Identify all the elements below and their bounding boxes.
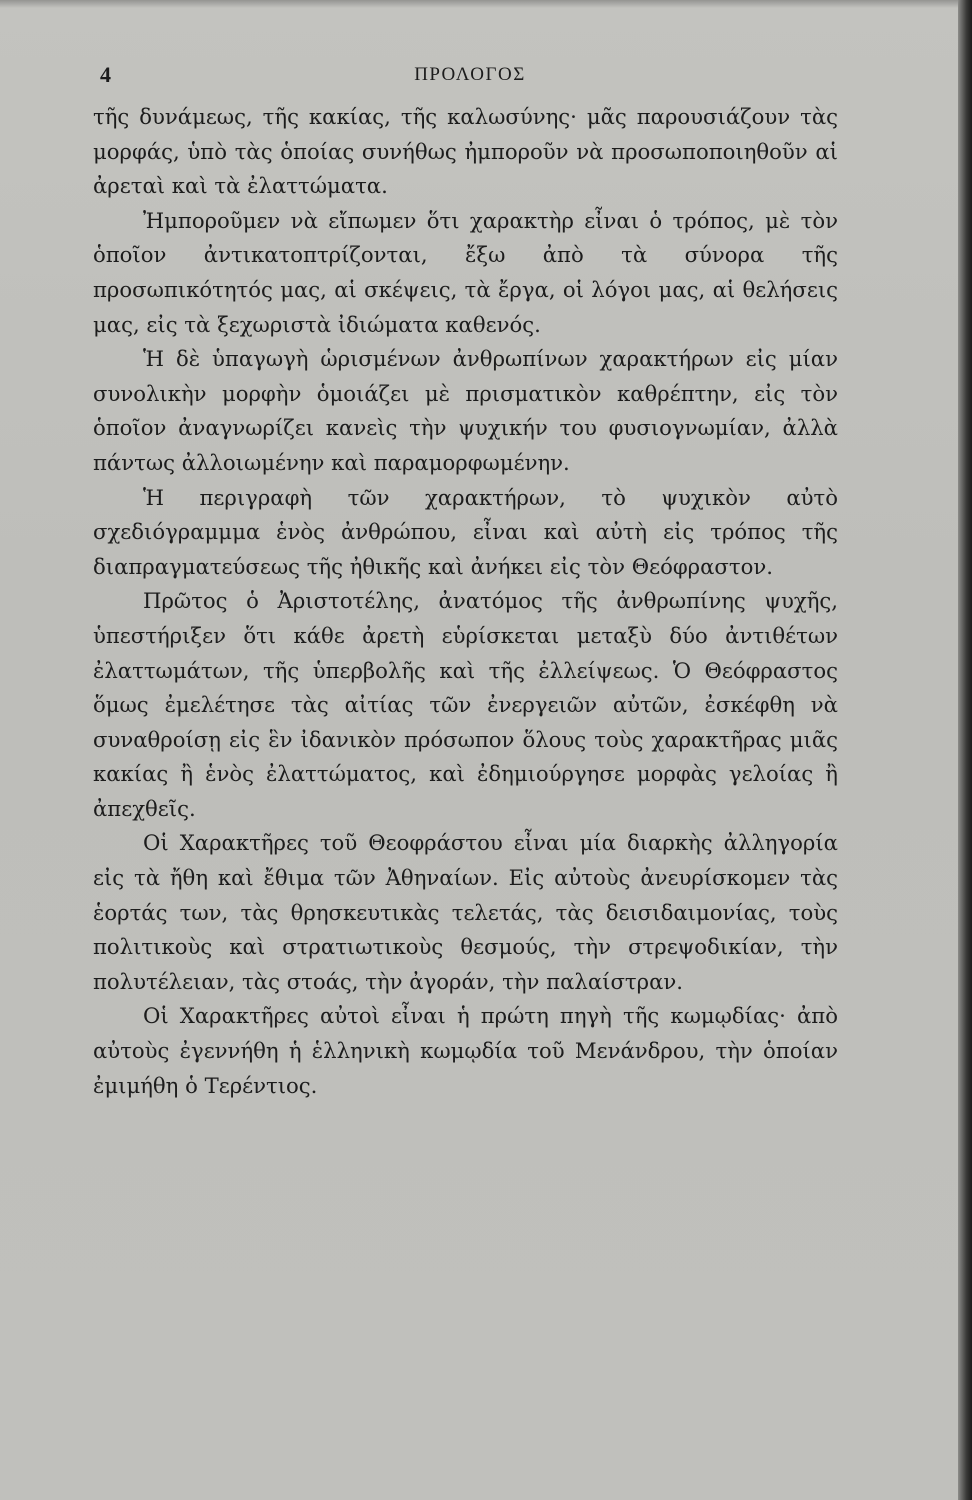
page-header xyxy=(100,62,840,96)
scan-top-shadow xyxy=(0,0,972,8)
page-edge-shadow xyxy=(958,0,972,1500)
paragraph: Οἱ Χαρακτῆρες τοῦ Θεοφράστου εἶναι μία διαρκὴς ἀλληγορία εἰς τὰ ἤθη καὶ ἔθιμα τῶν Ἀθηναίων. Εἰς αὐτοὺς ἀνευρίσκομεν τὰς ἑορτάς των, τὰς θρησκευτικὰς τελετάς, τὰς δεισιδαιμονίας, τοὺς πολιτικοὺς καὶ στρατιωτικοὺς θεσμούς, τὴν στρεψοδικίαν, τὴν πολυτέλειαν, τὰς στοάς, τὴν ἀγοράν, τὴν παλαίστραν. xyxy=(93,830,838,994)
paragraph: Οἱ Χαρακτῆρες αὐτοὶ εἶναι ἡ πρώτη πηγὴ τῆς κωμῳδίας· ἀπὸ αὐτοὺς ἐγεννήθη ἡ ἑλληνικὴ κωμῳδία τοῦ Μενάνδρου, τὴν ὁποίαν ἐμιμήθη ὁ Τερέντιος. xyxy=(93,1003,838,1098)
running-head: ΠΡΟΛΟΓΟΣ xyxy=(414,64,526,85)
paragraph: Ἡ περιγραφὴ τῶν χαρακτήρων, τὸ ψυχικὸν αὐτὸ σχεδιόγραμμμα ἑνὸς ἀνθρώπου, εἶναι καὶ αὐτὴ εἰς τρόπος τῆς διαπραγματεύσεως τῆς ἠθικῆς καὶ ἀνήκει εἰς τὸν Θεόφραστον. xyxy=(93,484,838,579)
body-text xyxy=(93,100,838,1103)
paragraph: Πρῶτος ὁ Ἀριστοτέλης, ἀνατόμος τῆς ἀνθρωπίνης ψυχῆς, ὑπεστήριξεν ὅτι κάθε ἀρετὴ εὑρίσκεται μεταξὺ δύο ἀντιθέτων ἐλαττωμάτων, τῆς ὑπερβολῆς καὶ τῆς ἐλλείψεως. Ὁ Θεόφραστος ὅμως ἐμελέτησε τὰς αἰτίας τῶν ἐνεργειῶν αὐτῶν, ἐσκέφθη νὰ συναθροίσῃ εἰς ἓν ἰδανικὸν πρόσωπον ὅλους τοὺς χαρακτῆρας μιᾶς κακίας ἢ ἑνὸς ἐλαττώματος, καὶ ἐδημιούργησε μορφὰς γελοίας ἢ ἀπεχθεῖς. xyxy=(93,588,838,821)
page-number: 4 xyxy=(100,62,111,87)
paragraph: τῆς δυνάμεως, τῆς κακίας, τῆς καλωσύνης· μᾶς παρουσιάζουν τὰς μορφάς, ὑπὸ τὰς ὁποίας συνήθως ἠμποροῦν νὰ προσωποποιηθοῦν αἱ ἀρεταὶ καὶ τὰ ἐλαττώματα. xyxy=(93,104,838,199)
paragraph: Ἡ δὲ ὑπαγωγὴ ὡρισμένων ἀνθρωπίνων χαρακτήρων εἰς μίαν συνολικὴν μορφὴν ὁμοιάζει μὲ πρισματικὸν καθρέπτην, εἰς τὸν ὁποῖον ἀναγνωρίζει κανεὶς τὴν ψυχικήν του φυσιογνωμίαν, ἀλλὰ πάντως ἀλλοιωμένην καὶ παραμορφωμένην. xyxy=(93,346,838,475)
paragraph: Ἠμποροῦμεν νὰ εἴπωμεν ὅτι χαρακτὴρ εἶναι ὁ τρόπος, μὲ τὸν ὁποῖον ἀντικατοπτρίζονται, ἔξω ἀπὸ τὰ σύνορα τῆς προσωπικότητός μας, αἱ σκέψεις, τὰ ἔργα, οἱ λόγοι μας, αἱ θελήσεις μας, εἰς τὰ ξεχωριστὰ ἰδιώματα καθενός. xyxy=(93,207,838,337)
